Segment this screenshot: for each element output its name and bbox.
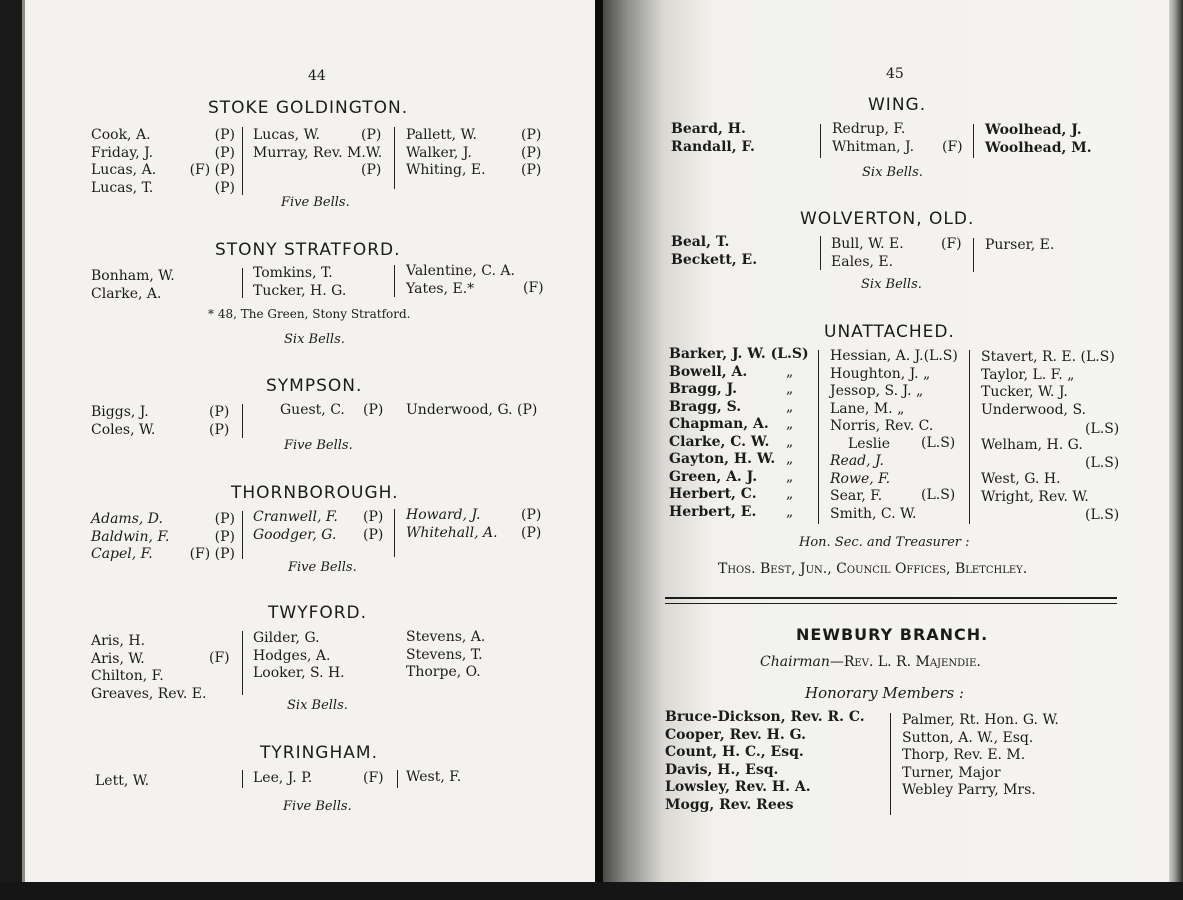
left-page: [22, 0, 598, 882]
column-divider: [242, 770, 243, 788]
name-entry: Redrup, F.: [832, 121, 906, 137]
name-entry: Lowsley, Rev. H. A.: [665, 779, 811, 795]
name-entry: Leslie: [848, 435, 891, 452]
name-entry: Howard, J.: [406, 507, 481, 523]
column-divider: [242, 511, 243, 559]
chairman-label: Chairman: [760, 654, 830, 670]
right-page: [603, 0, 1169, 882]
name-entry: Herbert, C.: [669, 486, 757, 502]
name-entry: Sear, F.: [830, 488, 883, 504]
name-entry: Lett, W.: [95, 773, 150, 789]
stony-col2: [253, 265, 346, 300]
ditto-mark: „: [786, 486, 794, 502]
status-mark: (P): [363, 402, 384, 418]
name-entry: Green, A. J.: [669, 468, 758, 485]
page-number: 45: [886, 66, 904, 82]
column-divider: [394, 265, 395, 297]
name-entry: Gayton, H. W.: [669, 451, 776, 467]
column-divider: [242, 631, 243, 695]
name-entry: Stevens, A.: [406, 629, 486, 645]
twyford-col2: [253, 630, 345, 683]
name-entry: Sutton, A. W., Esq.: [902, 729, 1034, 746]
name-entry: Bull, W. E.: [831, 236, 904, 252]
sympson-col1: [91, 404, 155, 439]
name-entry: Beckett, E.: [671, 251, 758, 268]
name-entry: Coles, W.: [91, 421, 156, 438]
name-entry: Jessop, S. J. „: [830, 383, 924, 399]
name-entry: Bragg, S.: [669, 398, 742, 415]
column-divider: [397, 770, 398, 788]
name-entry: Mogg, Rev. Rees: [665, 796, 794, 813]
status-mark: (F) (P): [189, 162, 235, 178]
bells-note: Five Bells.: [288, 560, 357, 575]
ditto-mark: „: [786, 468, 794, 485]
ditto-mark: „: [786, 416, 794, 432]
section-title-tyringham: TYRINGHAM.: [260, 743, 378, 763]
ditto-mark: „: [786, 433, 794, 450]
stoke-col2-marks: [361, 127, 381, 180]
column-divider: [394, 509, 395, 557]
ditto-mark: „: [786, 451, 794, 467]
stoke-col3: [406, 127, 486, 180]
name-entry: Pallett, W.: [406, 127, 477, 143]
name-entry: Clarke, A.: [91, 285, 162, 302]
name-entry: Houghton, J. „: [830, 365, 931, 382]
name-entry: Barker, J. W. (L.S): [669, 346, 809, 362]
section-title-stony-stratford: STONY STRATFORD.: [215, 240, 401, 260]
status-mark: (F): [942, 139, 963, 155]
wolverton-col2: [831, 236, 904, 271]
name-entry: Davis, H., Esq.: [665, 761, 779, 778]
page-edge: [1169, 0, 1183, 882]
name-entry: Whitehall, A.: [406, 524, 498, 541]
name-entry: Purser, E.: [985, 237, 1055, 253]
thornborough-col3-marks: [521, 507, 541, 542]
status-mark: (P): [521, 144, 542, 161]
thornborough-col1: [91, 511, 169, 564]
column-divider: [820, 124, 821, 158]
ls-mark: (L.S): [921, 435, 956, 451]
name-entry: Tomkins, T.: [253, 265, 333, 281]
name-entry: Baldwin, F.: [91, 528, 170, 545]
section-title-stoke-goldington: STOKE GOLDINGTON.: [208, 98, 409, 118]
twyford-col3: [406, 629, 485, 682]
unattached-col3: [981, 349, 1115, 419]
name-entry: Beard, H.: [671, 121, 746, 137]
ditto-mark: „: [786, 398, 794, 415]
name-entry: Lucas, W.: [253, 127, 320, 143]
bells-note: Six Bells.: [861, 277, 922, 292]
column-divider: [973, 124, 974, 158]
status-mark: (P): [361, 127, 382, 143]
name-entry: Underwood, S.: [981, 401, 1086, 418]
name-entry: Stavert, R. E. (L.S): [981, 349, 1115, 365]
name-entry: Beal, T.: [671, 234, 730, 250]
status-mark: (P): [521, 162, 542, 178]
name-entry: Clarke, C. W.: [669, 433, 770, 450]
status-mark: (P): [214, 528, 235, 545]
status-mark: (P): [521, 507, 542, 523]
name-entry: Goodger, G.: [253, 526, 337, 543]
section-title-twyford: TWYFORD.: [268, 603, 368, 623]
name-entry: Turner, Major: [902, 764, 1001, 781]
name-entry: Bragg, J.: [669, 381, 738, 397]
name-entry: Thorp, Rev. E. M.: [902, 747, 1026, 763]
name-entry: West, F.: [406, 769, 462, 785]
thornborough-col2-marks: [363, 509, 383, 544]
status-mark: (F): [941, 236, 962, 252]
stoke-col1: [91, 127, 156, 197]
name-entry: Cooper, Rev. H. G.: [665, 726, 806, 743]
footnote: * 48, The Green, Stony Stratford.: [208, 307, 411, 321]
name-entry: Tucker, H. G.: [253, 282, 347, 299]
ditto-mark: „: [786, 363, 794, 380]
name-entry: Wright, Rev. W.: [981, 489, 1089, 505]
stony-col1: [91, 268, 175, 303]
name-entry: Underwood, G. (P): [406, 402, 538, 418]
name-entry: Chapman, A.: [669, 416, 769, 432]
bells-note: Five Bells.: [283, 799, 352, 814]
stoke-col1-marks: [175, 127, 235, 197]
status-mark: (P): [214, 144, 235, 161]
name-entry: Bonham, W.: [91, 268, 175, 284]
name-entry: Hodges, A.: [253, 647, 331, 664]
page-bottom-edge: [0, 882, 1183, 900]
name-entry: Count, H. C., Esq.: [665, 744, 804, 760]
section-title-unattached: UNATTACHED.: [824, 322, 955, 342]
status-mark: (F): [363, 770, 384, 786]
name-entry: Gilder, G.: [253, 630, 320, 646]
newbury-col1: [665, 709, 865, 814]
name-entry: Smith, C. W.: [830, 505, 917, 522]
name-entry: Hessian, A. J.(L.S): [830, 348, 958, 364]
thornborough-col3: [406, 507, 498, 542]
wing-col1: [671, 121, 755, 156]
name-entry: Biggs, J.: [91, 404, 149, 420]
name-entry: Capel, F.: [91, 546, 153, 562]
bells-note: Six Bells.: [284, 332, 345, 347]
status-mark: (P): [361, 162, 382, 178]
column-divider: [820, 236, 821, 270]
sympson-col1-marks: [209, 404, 229, 439]
status-mark: (P): [363, 509, 384, 525]
status-mark: (P): [214, 127, 235, 143]
name-entry: Walker, J.: [406, 144, 472, 161]
name-entry: Lee, J. P.: [253, 770, 313, 786]
status-mark: (P): [214, 179, 235, 196]
name-entry: Yates, E.*: [406, 280, 475, 297]
divider-rule: [665, 597, 1117, 599]
column-divider: [973, 238, 974, 272]
column-divider: [394, 127, 395, 189]
name-entry: Greaves, Rev. E.: [91, 685, 207, 702]
chairman-line: [760, 654, 981, 672]
name-entry: Thorpe, O.: [406, 664, 481, 680]
name-entry: Welham, H. G.: [981, 437, 1083, 453]
bells-note: Five Bells.: [284, 438, 353, 453]
honorary-members-label: Honorary Members :: [805, 684, 964, 702]
chairman-name: —Rev. L. R. Majendie.: [829, 654, 981, 670]
status-mark: (P): [521, 127, 542, 143]
column-divider: [242, 404, 243, 438]
name-entry: Cook, A.: [91, 127, 151, 143]
page-number: 44: [308, 68, 326, 84]
divider-rule: [665, 603, 1117, 604]
bells-note: Six Bells.: [862, 165, 923, 180]
column-divider: [242, 127, 243, 195]
name-entry: Adams, D.: [91, 511, 163, 527]
ditto-mark: „: [786, 503, 794, 520]
name-entry: Woolhead, J.: [985, 122, 1082, 138]
name-entry: Lucas, T.: [91, 179, 154, 196]
name-entry: Tucker, W. J.: [981, 384, 1068, 400]
ls-mark: (L.S): [1085, 455, 1120, 471]
name-entry: Taylor, L. F. „: [981, 366, 1075, 383]
wolverton-col1: [671, 234, 757, 269]
wing-col2: [832, 121, 914, 156]
column-divider: [969, 350, 970, 524]
name-entry: Bowell, A.: [669, 363, 748, 380]
column-divider: [890, 713, 891, 815]
status-mark: (P): [209, 404, 230, 420]
bells-note: Six Bells.: [287, 698, 348, 713]
name-entry: Looker, S. H.: [253, 665, 345, 681]
section-title-thornborough: THORNBOROUGH.: [231, 483, 399, 503]
status-mark: (P): [214, 511, 235, 527]
status-mark: (F): [523, 280, 544, 296]
name-entry: Friday, J.: [91, 144, 154, 161]
ls-mark: (L.S): [921, 487, 956, 503]
unattached-ditto-marks: [786, 346, 793, 521]
name-entry: Chilton, F.: [91, 668, 164, 684]
name-entry: Guest, C.: [280, 402, 345, 418]
status-mark: (F) (P): [189, 546, 235, 562]
name-entry: West, G. H.: [981, 471, 1061, 487]
name-entry: Woolhead, M.: [985, 139, 1092, 156]
column-divider: [242, 268, 243, 298]
name-entry: Randall, F.: [671, 138, 755, 155]
name-entry: Rowe, F.: [830, 470, 891, 487]
section-title-sympson: SYMPSON.: [266, 376, 363, 396]
name-entry: Whiting, E.: [406, 162, 486, 178]
name-entry: Webley Parry, Mrs.: [902, 782, 1036, 798]
name-entry: Whitman, J.: [832, 138, 915, 155]
name-entry: Lucas, A.: [91, 162, 157, 178]
name-entry: Lane, M. „: [830, 400, 905, 417]
hon-sec-label: Hon. Sec. and Treasurer :: [799, 535, 970, 550]
stony-col3: [406, 263, 515, 298]
status-mark: (P): [521, 524, 542, 541]
wing-col3: [985, 122, 1092, 157]
book-gutter: [595, 0, 603, 882]
thornborough-col2: [253, 509, 338, 544]
ls-mark: (L.S): [1085, 421, 1120, 437]
section-title-wing: WING.: [868, 95, 927, 115]
section-title-wolverton-old: WOLVERTON, OLD.: [800, 209, 975, 229]
thornborough-col1-marks: [175, 511, 235, 564]
name-entry: Read, J.: [830, 453, 885, 469]
ditto-mark: „: [786, 381, 794, 397]
status-mark: (P): [363, 526, 384, 543]
hon-sec-name: Thos. Best, Jun., Council Offices, Bletchley.: [718, 561, 1028, 577]
name-entry: Norris, Rev. C.: [830, 418, 934, 434]
section-title-newbury-branch: NEWBURY BRANCH.: [796, 625, 989, 644]
newbury-col2: [902, 712, 1059, 800]
status-mark: (F): [209, 650, 230, 666]
bells-note: Five Bells.: [281, 195, 350, 210]
ls-mark: (L.S): [1085, 507, 1120, 523]
name-entry: Eales, E.: [831, 253, 894, 270]
name-entry: Palmer, Rt. Hon. G. W.: [902, 712, 1059, 728]
column-divider: [818, 350, 819, 524]
name-entry: Valentine, C. A.: [406, 263, 515, 279]
name-entry: Bruce-Dickson, Rev. R. C.: [665, 709, 865, 725]
name-entry: Stevens, T.: [406, 646, 483, 663]
name-entry: Murray, Rev. M.W.: [253, 144, 383, 161]
name-entry: Aris, H.: [91, 633, 146, 649]
twyford-col1: [91, 633, 206, 703]
status-mark: (P): [209, 421, 230, 438]
stoke-col3-marks: [521, 127, 541, 180]
name-entry: Aris, W.: [91, 650, 145, 667]
name-entry: Cranwell, F.: [253, 509, 338, 525]
name-entry: Herbert, E.: [669, 503, 757, 520]
